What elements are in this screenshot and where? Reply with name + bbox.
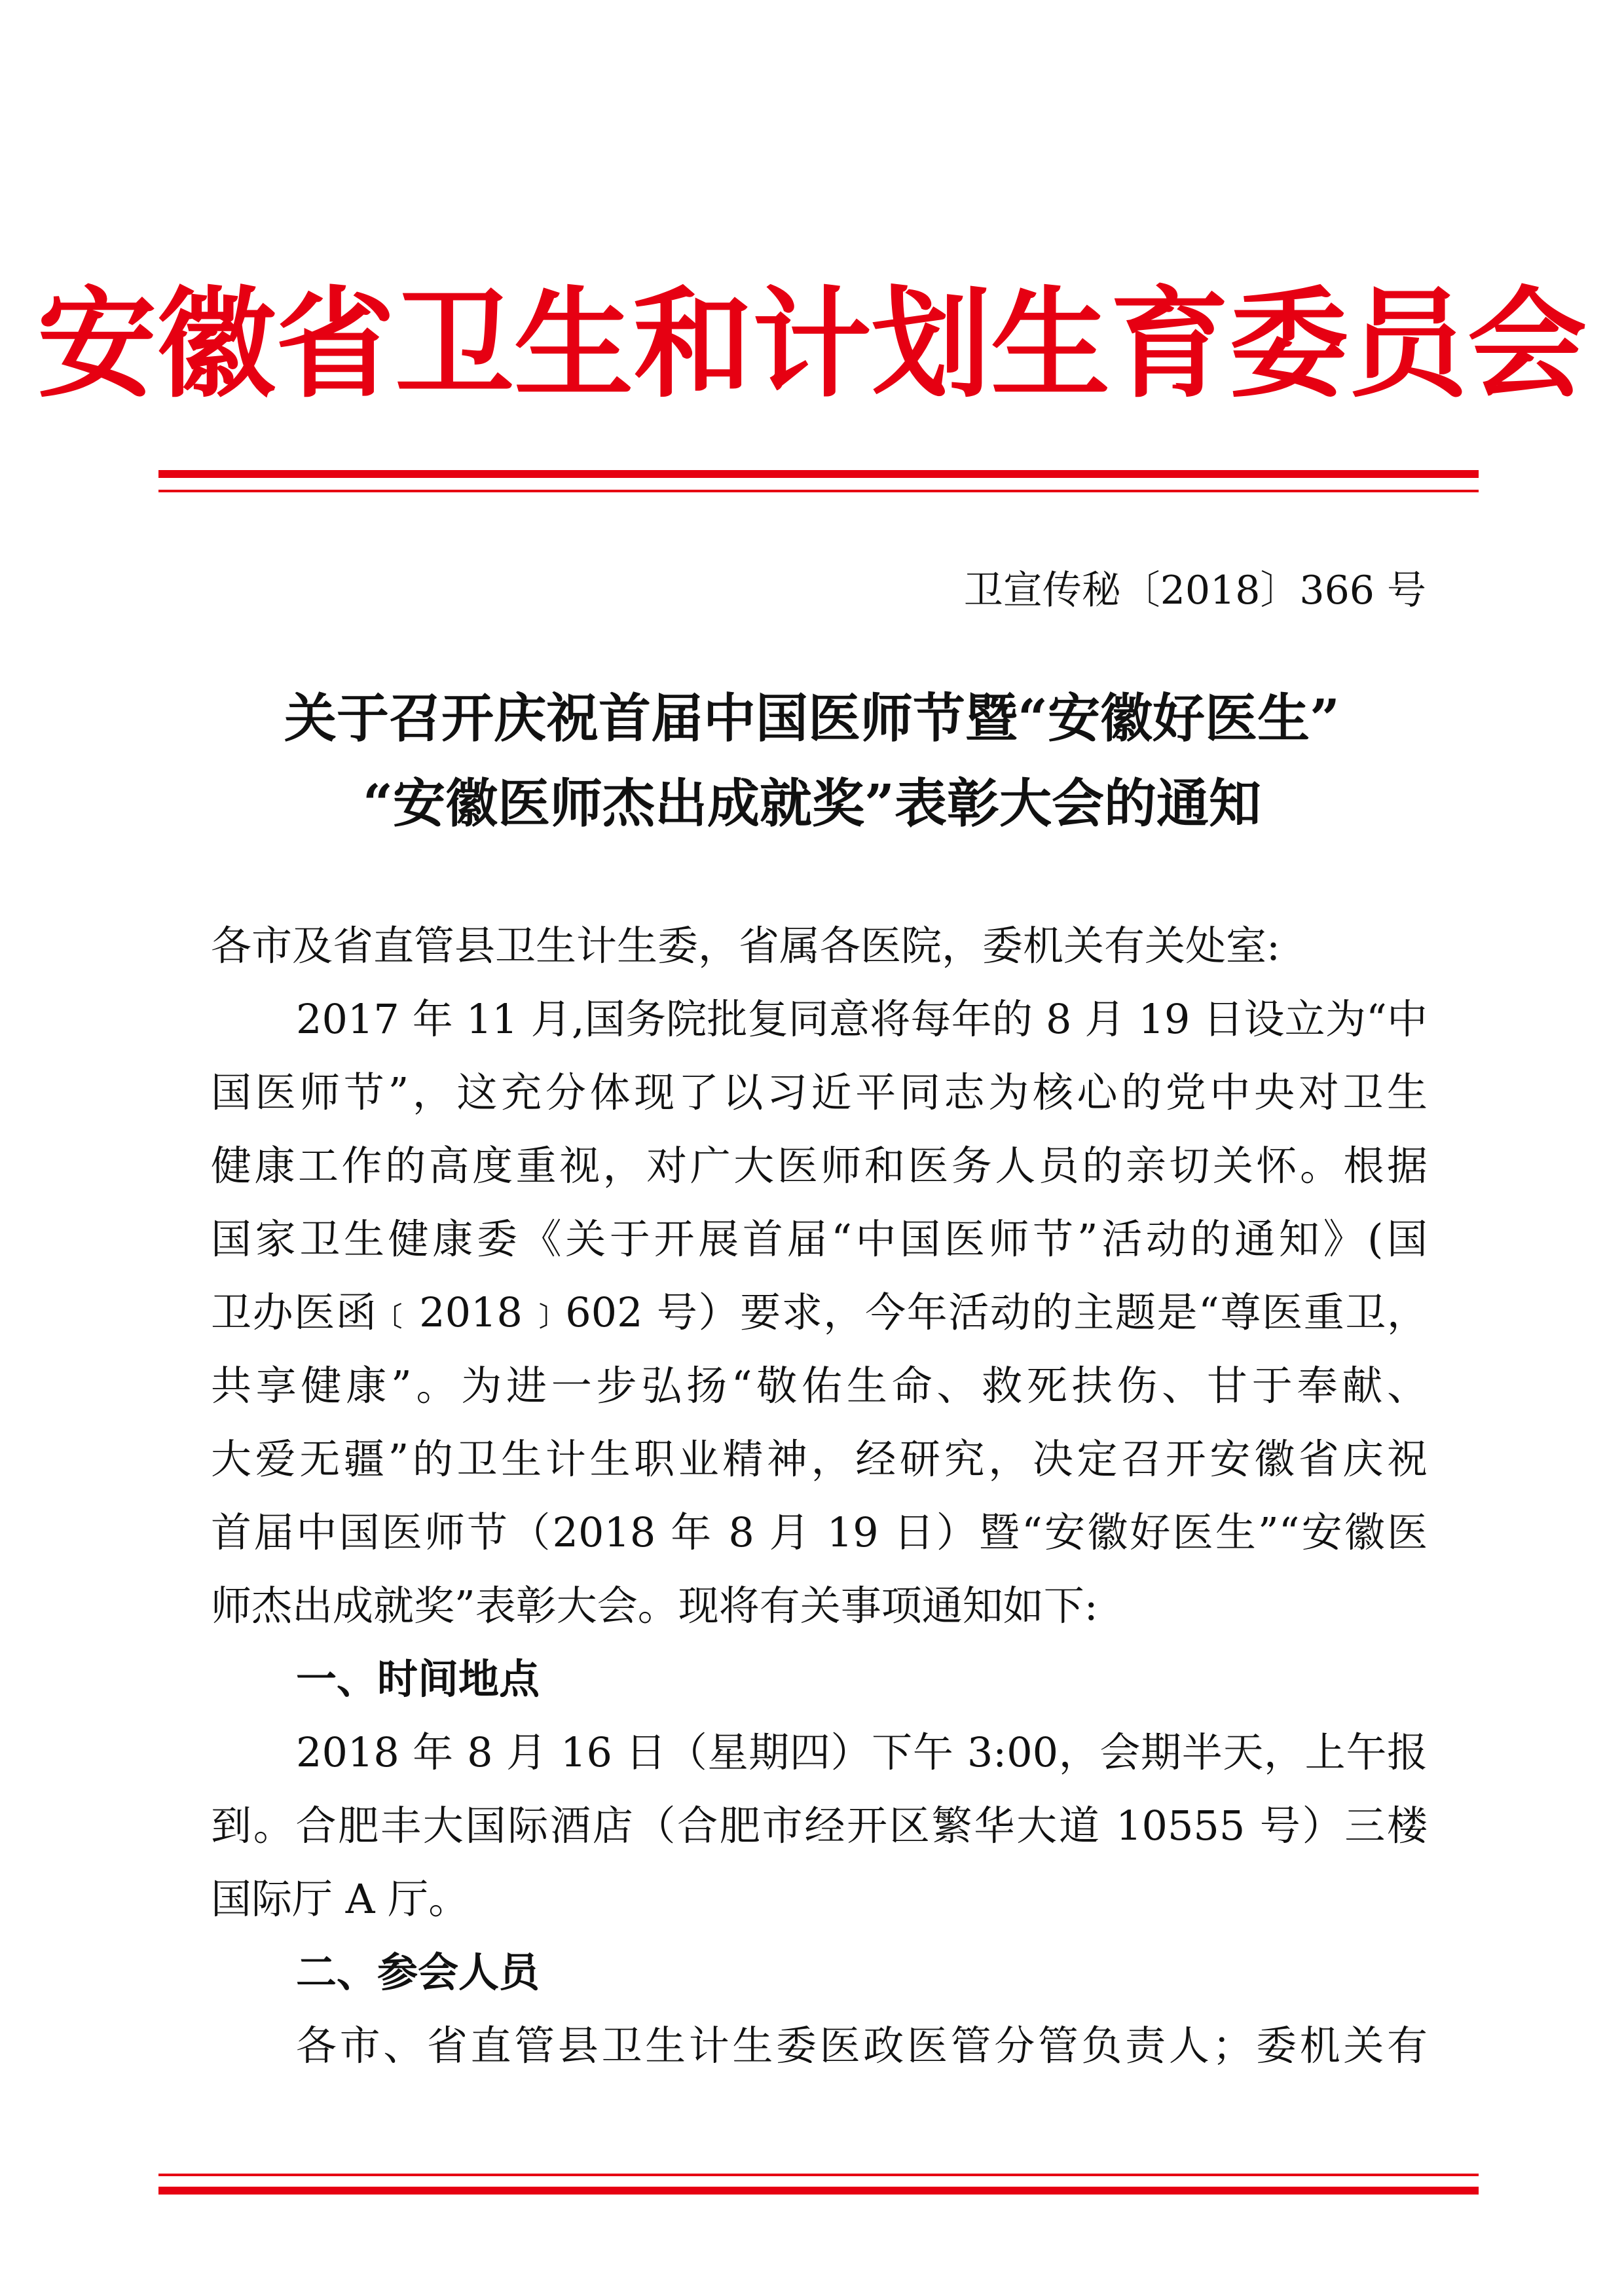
notice-title-line-2: “安徽医师杰出成就奖”表彰大会的通知 [362,773,1262,834]
notice-title-line-1: 关于召开庆祝首届中国医师节暨“安徽好医生” [284,687,1340,749]
red-rule-top-thick [158,470,1479,478]
red-rule-bottom-thick [158,2187,1479,2195]
red-rule-top-thin [158,490,1479,492]
paragraph-line: 国际厅 A 厅。 [211,1875,470,1923]
paragraph-line: 大爱无疆”的卫生计生职业精神，经研究，决定召开安徽省庆祝 [211,1435,1428,1483]
red-rule-bottom-thin [158,2174,1479,2176]
section-heading-time-location: 一、时间地点 [296,1655,540,1703]
paragraph-line: 到。合肥丰大国际酒店（合肥市经开区繁华大道 10555 号）三楼 [211,1802,1428,1850]
paragraph-line: 2018 年 8 月 16 日（星期四）下午 3:00，会期半天，上午报 [296,1728,1428,1776]
paragraph-line: 各市、省直管县卫生计生委医政医管分管负责人；委机关有 [296,2022,1428,2069]
paragraph-line: 师杰出成就奖”表彰大会。现将有关事项通知如下: [211,1582,1098,1630]
paragraph-line: 国医师节”，这充分体现了以习近平同志为核心的党中央对卫生 [211,1068,1428,1116]
doc-number: 卫宣传秘〔2018〕366 号 [963,568,1426,613]
paragraph-line: 共享健康”。为进一步弘扬“敬佑生命、救死扶伤、甘于奉献、 [211,1362,1428,1410]
paragraph-line: 首届中国医师节（2018 年 8 月 19 日）暨“安徽好医生”“安徽医 [211,1508,1428,1556]
section-heading-attendees: 二、参会人员 [296,1948,540,1996]
paragraph-line: 卫办医函﹝2018﹞602 号）要求，今年活动的主题是“尊医重卫， [211,1288,1428,1336]
paragraph-line: 健康工作的高度重视，对广大医师和医务人员的亲切关怀。根据 [211,1142,1428,1190]
org-title: 安徽省卫生和计划生育委员会 [37,274,1587,414]
paragraph-line: 国家卫生健康委《关于开展首届“中国医师节”活动的通知》(国 [211,1215,1428,1263]
paragraph-line: 2017 年 11 月,国务院批复同意将每年的 8 月 19 日设立为“中 [296,995,1428,1043]
salutation: 各市及省直管县卫生计生委，省属各医院，委机关有关处室: [211,922,1280,970]
